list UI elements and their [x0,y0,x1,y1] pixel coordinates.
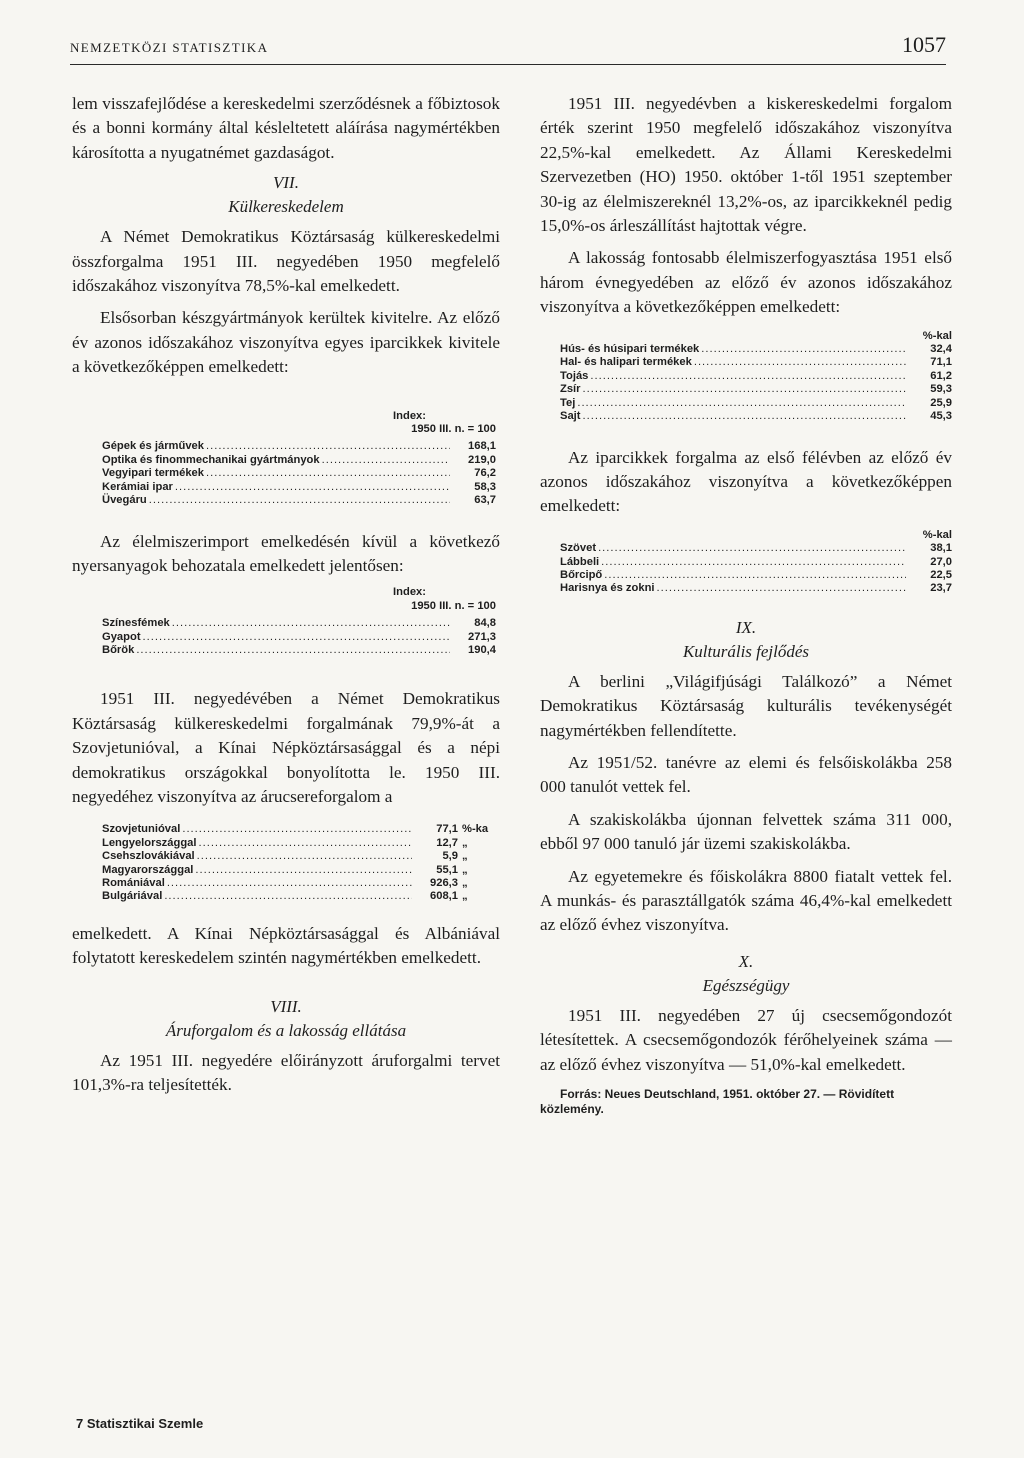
row-label: Gépek és járművek [102,440,204,453]
industrial-goods-table [560,529,952,596]
row-label: Szovjetunióval [102,823,181,836]
table-row [102,644,496,657]
row-label: Optika és finommechanikai gyártmányok [102,453,320,466]
section-title: Külkereskedelem [228,197,344,217]
row-label: Bőrök [102,643,135,656]
row-value: 63,7 [474,494,496,507]
row-label: Sajt [560,410,581,423]
dot-leader [199,837,413,850]
paragraph: A berlini „Világifjúsági Találkozó” a Német Demokratikus Köztársaság kulturális tevékenységét nagymértékben fellendítette. [540,671,952,740]
dot-leader [136,644,450,657]
row-value: 22,5 [930,568,952,581]
dot-leader [583,410,906,423]
row-label: Zsír [560,383,581,396]
paragraph: Elsősorban készgyártmányok kerültek kivitelre. Az előző év azonos időszakához viszonyítva egyes iparcikkek kivitele a következőképpen emelkedett: [72,308,500,377]
row-label: Romániával [102,877,165,889]
row-label: Harisnya és zokni [560,582,655,595]
row-value: 76,2 [474,467,496,480]
row-value: 55,1 [436,863,458,876]
row-value: 59,3 [930,383,952,396]
table-row [560,582,952,595]
paragraph: 1951 III. negyedében 27 új csecsemőgondozót létesítettek. A csecsemőgondozók férőhelyeinek száma — az előző évhez viszonyítva — 51,0%-kal emelkedett. [540,1005,952,1074]
dot-leader [577,397,906,410]
row-label: Gyapot [102,630,141,643]
row-unit: „ [462,890,468,903]
right-column [540,92,952,1117]
export-index-table [102,410,496,508]
dot-leader [143,631,450,644]
table-row [560,356,952,369]
paragraph: Az iparcikkek forgalma az első félévben az előző év azonos időszakához viszonyítva a következőképpen emelkedett: [540,447,952,516]
dot-leader [206,440,450,453]
dot-leader [164,890,412,903]
row-label: Magyarországgal [102,863,194,876]
dot-leader [197,850,412,863]
row-value: 168,1 [468,440,496,453]
row-value: 45,3 [930,410,952,423]
dot-leader [583,383,906,396]
row-label: Hús- és húsipari termékek [560,343,700,356]
paragraph: emelkedett. A Kínai Népköztársasággal és Albániával folytatott kereskedelem szintén nagymértékben emelkedett. [72,923,500,968]
table-row [560,410,952,423]
table-row [102,877,500,890]
dot-leader [149,494,450,507]
row-label: Kerámiai ipar [102,480,173,493]
table-row [102,823,500,836]
row-unit: „ [462,877,468,889]
row-value: 58,3 [474,480,496,493]
table-row [102,440,496,453]
table-row [102,494,496,507]
row-value: 25,9 [930,396,952,409]
row-unit: „ [462,863,468,876]
row-label: Bőrcipő [560,568,603,581]
table-row [102,864,500,877]
paragraph: A Német Demokratikus Köztársaság külkereskedelmi összforgalma 1951 III. negyedében 1950 megfelelő időszakához viszonyítva 78,5%-kal emelkedett. [72,227,500,296]
row-value: 608,1 [430,890,458,903]
paragraph: Az élelmiszerimport emelkedésén kívül a következő nyersanyagok behozatala emelkedett jelentősen: [72,531,500,575]
table-row [102,617,496,630]
page-footer: 7 Statisztikai Szemle [76,1416,204,1431]
table-header: %-kal [922,528,952,541]
table-row [102,481,496,494]
row-value: 23,7 [930,582,952,595]
dot-leader [182,823,412,836]
dot-leader [172,617,450,630]
paragraph: Az egyetemekre és főiskolákra 8800 fiatalt vettek fel. A munkás- és parasztállgatók száma 46,4%-kal emelkedett az előző évhez viszonyítva. [540,866,952,935]
row-unit: %-ka [462,823,489,836]
dot-leader [598,542,906,555]
row-label: Lábbeli [560,555,600,568]
section-title: Áruforgalom és a lakosság ellátása [165,1020,407,1040]
paragraph: lem visszafejlődése a kereskedelmi szerződésnek a főbiztosok és a bonni kormány által késleltetett aláírása nagymértékben károsította a nyugatnémet gazdaságot. [72,94,500,162]
row-label: Tej [560,396,576,409]
row-value: 77,1 [436,823,458,836]
table-row [560,569,952,582]
row-value: 190,4 [468,643,496,656]
section-title: Kulturális fejlődés [682,641,810,661]
table-row [102,631,496,644]
table-row [102,454,496,467]
row-value: 926,3 [430,877,458,889]
page-header [70,32,946,65]
dot-leader [701,343,906,356]
dot-leader [175,481,450,494]
table-row [102,890,500,903]
dot-leader [167,877,412,890]
food-consumption-table [560,330,952,424]
row-unit: „ [462,850,468,863]
row-label: Bulgáriával [102,890,163,903]
row-label: Tojás [560,369,589,382]
row-label: Vegyipari termékek [102,467,204,480]
section-number: X. [738,951,754,971]
dot-leader [604,569,906,582]
running-head: NEMZETKÖZI STATISZTIKA [70,40,269,55]
dot-leader [657,582,906,595]
row-label: Csehszlovákiával [102,850,195,863]
dot-leader [601,556,906,569]
row-label: Lengyelországgal [102,836,197,849]
dot-leader [195,864,412,877]
row-value: 61,2 [930,369,952,382]
trade-partner-table [102,823,500,903]
paragraph: 1951 III. negyedévében a Német Demokratikus Köztársaság külkereskedelmi forgalmának 79,9%-át a Szovjetunióval, a Kínai Népköztársasággal és a népi demokratikus országokkal bonyolította le. 1950 III. negyedéhez viszonyítva az árucsereforgalom a [72,689,500,806]
table-row [102,467,496,480]
paragraph: 1951 III. negyedévben a kiskereskedelmi forgalom érték szerint 1950 megfelelő időszakához viszonyítva 22,5%-kal emelkedett. Az Állami Kereskedelmi Szervezetben (HO) 1950. október 1-től 1951 szeptember 30-ig az élelmiszereknél 13,2%-os, az iparcikkeknél pedig 15,0%-os árleszállítást hajtottak végre. [540,94,952,236]
row-unit: „ [462,836,468,849]
row-value: 219,0 [468,453,496,466]
table-header: 1950 III. n. = 100 [411,599,496,612]
row-value: 27,0 [930,555,952,568]
table-row [560,397,952,410]
dot-leader [322,454,450,467]
paragraph: Az 1951 III. negyedére előirányzott áruforgalmi tervet 101,3%-ra teljesítették. [72,1050,500,1095]
table-header: 1950 III. n. = 100 [411,423,496,436]
row-value: 5,9 [442,850,458,863]
row-label: Üvegáru [102,494,147,507]
row-value: 84,8 [474,617,496,630]
table-row [560,383,952,396]
section-number: VII. [273,173,299,193]
table-row [102,837,500,850]
dot-leader [590,370,906,383]
row-label: Színesfémek [102,617,170,630]
table-row [102,850,500,863]
table-row [560,542,952,555]
dot-leader [206,467,450,480]
table-row [560,343,952,356]
left-column [72,92,500,1105]
import-index-table [102,586,496,657]
row-label: Hal- és halipari termékek [560,356,692,369]
table-header: Index: [393,586,426,599]
section-number: IX. [735,617,757,637]
page-number: 1057 [902,32,946,57]
table-header: %-kal [922,329,952,342]
row-value: 12,7 [436,836,458,849]
row-value: 271,3 [468,630,496,643]
row-label: Szövet [560,542,597,555]
table-row [560,370,952,383]
paragraph: A lakosság fontosabb élelmiszerfogyasztása 1951 első három évnegyedében az előző év azonos időszakához viszonyítva a következőképpen emelkedett: [540,248,952,317]
row-value: 38,1 [930,542,952,555]
table-header: Index: [393,409,426,422]
paragraph: Az 1951/52. tanévre az elemi és felsőiskolákba 258 000 tanulót vettek fel. [540,752,952,797]
row-value: 32,4 [930,343,952,356]
row-value: 71,1 [930,356,952,369]
dot-leader [694,356,906,369]
section-number: VIII. [270,996,302,1016]
section-title: Egészségügy [702,975,790,995]
paragraph: A szakiskolákba újonnan felvettek száma 311 000, ebből 97 000 tanuló jár üzemi szakiskolákba. [540,809,952,854]
table-row [560,556,952,569]
source-note: Forrás: Neues Deutschland, 1951. október 27. — Rövidített közlemény. [540,1087,895,1117]
